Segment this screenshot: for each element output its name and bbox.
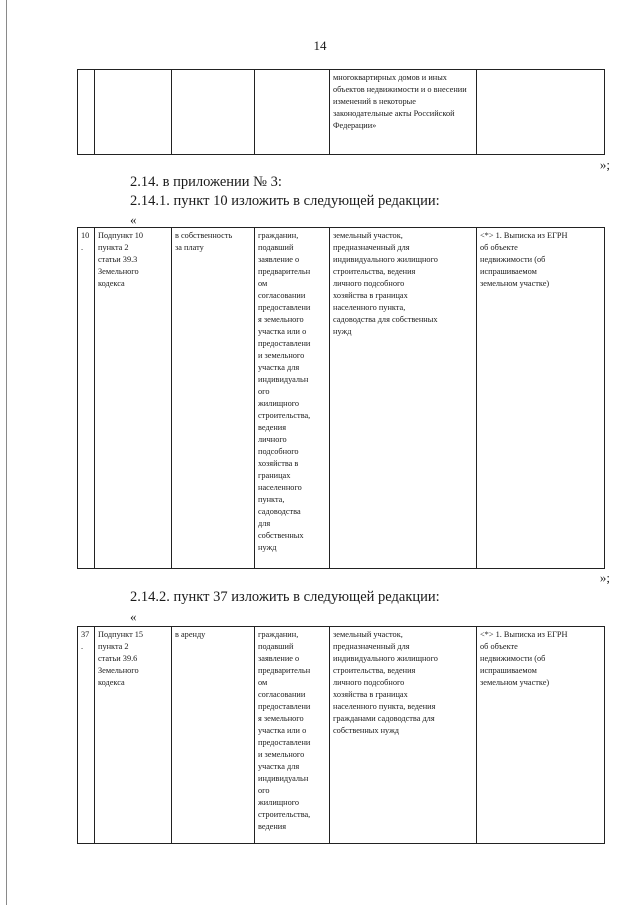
page-edge-rule xyxy=(6,0,7,905)
land-plot-cell: земельный участок, предназначенный для индивидуального жилищного строительства, ведения личного подсобного хозяйства в границах населенного пункта, садоводства для собственных нужд xyxy=(330,228,477,569)
row-number: 37. xyxy=(78,627,95,844)
table-row xyxy=(78,627,605,844)
table-cell xyxy=(78,70,95,155)
table-row xyxy=(78,228,605,569)
right-type-cell: в аренду xyxy=(172,627,255,844)
land-plot-cell: земельный участок, предназначенный для индивидуального жилищного строительства, ведения личного подсобного хозяйства в границах населенного пункта, ведения гражданами садоводства для собственных нужд xyxy=(330,627,477,844)
table-cell xyxy=(172,70,255,155)
continuation-table xyxy=(77,69,605,155)
closing-quote: »; xyxy=(599,570,610,585)
documents-cell: <*> 1. Выписка из ЕГРН об объекте недвижимости (об испрашиваемом земельном участке) xyxy=(477,627,605,844)
table-cell-text: многоквартирных домов и иных объектов недвижимости и о внесении изменений в некоторые законодательные акты Российской Федерации» xyxy=(330,70,477,155)
legal-basis-cell: Подпункт 10 пункта 2 статьи 39.3 Земельного кодекса xyxy=(95,228,172,569)
opening-quote: « xyxy=(130,212,137,227)
item-10-table xyxy=(77,227,605,569)
right-type-cell: в собственность за плату xyxy=(172,228,255,569)
table-cell xyxy=(95,70,172,155)
closing-quote: »; xyxy=(599,157,610,172)
table-cell xyxy=(477,70,605,155)
row-number: 10. xyxy=(78,228,95,569)
section-heading: 2.14.2. пункт 37 изложить в следующей редакции: xyxy=(130,589,440,605)
page-number: 14 xyxy=(313,38,327,53)
table-cell xyxy=(255,70,330,155)
applicant-cell: гражданин, подавший заявление о предварительн ом согласовании предоставлени я земельного участка или о предоставлени и земельного участка для индивидуальн ого жилищного строительства, ведения xyxy=(255,627,330,844)
applicant-cell: гражданин, подавший заявление о предварительн ом согласовании предоставлени я земельного участка или о предоставлени и земельного участка для индивидуальн ого жилищного строительства, ведения личного подсобного хозяйства в границах населенного пункта, садоводства для собственных нужд xyxy=(255,228,330,569)
table-row xyxy=(78,70,605,155)
legal-basis-cell: Подпункт 15 пункта 2 статьи 39.6 Земельного кодекса xyxy=(95,627,172,844)
documents-cell: <*> 1. Выписка из ЕГРН об объекте недвижимости (об испрашиваемом земельном участке) xyxy=(477,228,605,569)
section-heading: 2.14. в приложении № 3: xyxy=(130,174,282,190)
item-37-table xyxy=(77,626,605,844)
opening-quote: « xyxy=(130,609,137,624)
section-heading: 2.14.1. пункт 10 изложить в следующей редакции: xyxy=(130,193,440,209)
